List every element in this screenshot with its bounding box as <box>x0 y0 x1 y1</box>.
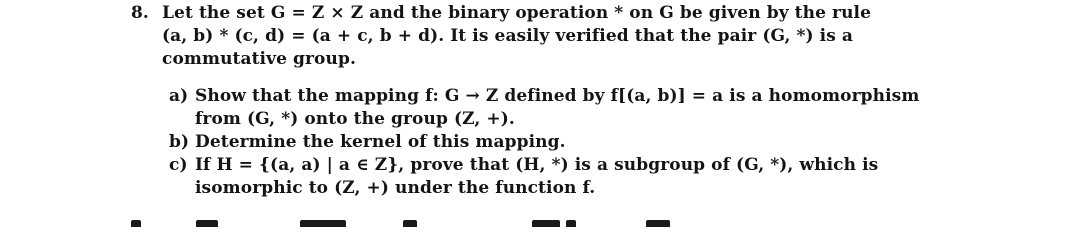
part-a-line-2: from (G, *) onto the group (Z, +). <box>195 109 515 129</box>
part-a-line-1: Show that the mapping f: G → Z defined by f[(a, b)] = a is a homomorphism <box>195 86 920 106</box>
intro-line-2: (a, b) * (c, d) = (a + c, b + d). It is easily verified that the pair (G, *) is a <box>162 26 854 46</box>
intro-line-3: commutative group. <box>162 49 356 69</box>
intro-line-1: Let the set G = Z × Z and the binary operation * on G be given by the rule <box>162 3 872 23</box>
cut-off-next-line <box>0 218 1080 227</box>
part-b-line-1: Determine the kernel of this mapping. <box>195 132 566 152</box>
part-b-label: b) <box>169 132 190 152</box>
part-c-line-2: isomorphic to (Z, +) under the function f. <box>195 178 596 198</box>
problem-number: 8. <box>131 3 149 23</box>
part-c-line-1: If H = {(a, a) | a ∈ Z}, prove that (H, *) is a subgroup of (G, *), which is <box>195 155 879 175</box>
part-a-label: a) <box>169 86 189 106</box>
part-c-label: c) <box>169 155 188 175</box>
